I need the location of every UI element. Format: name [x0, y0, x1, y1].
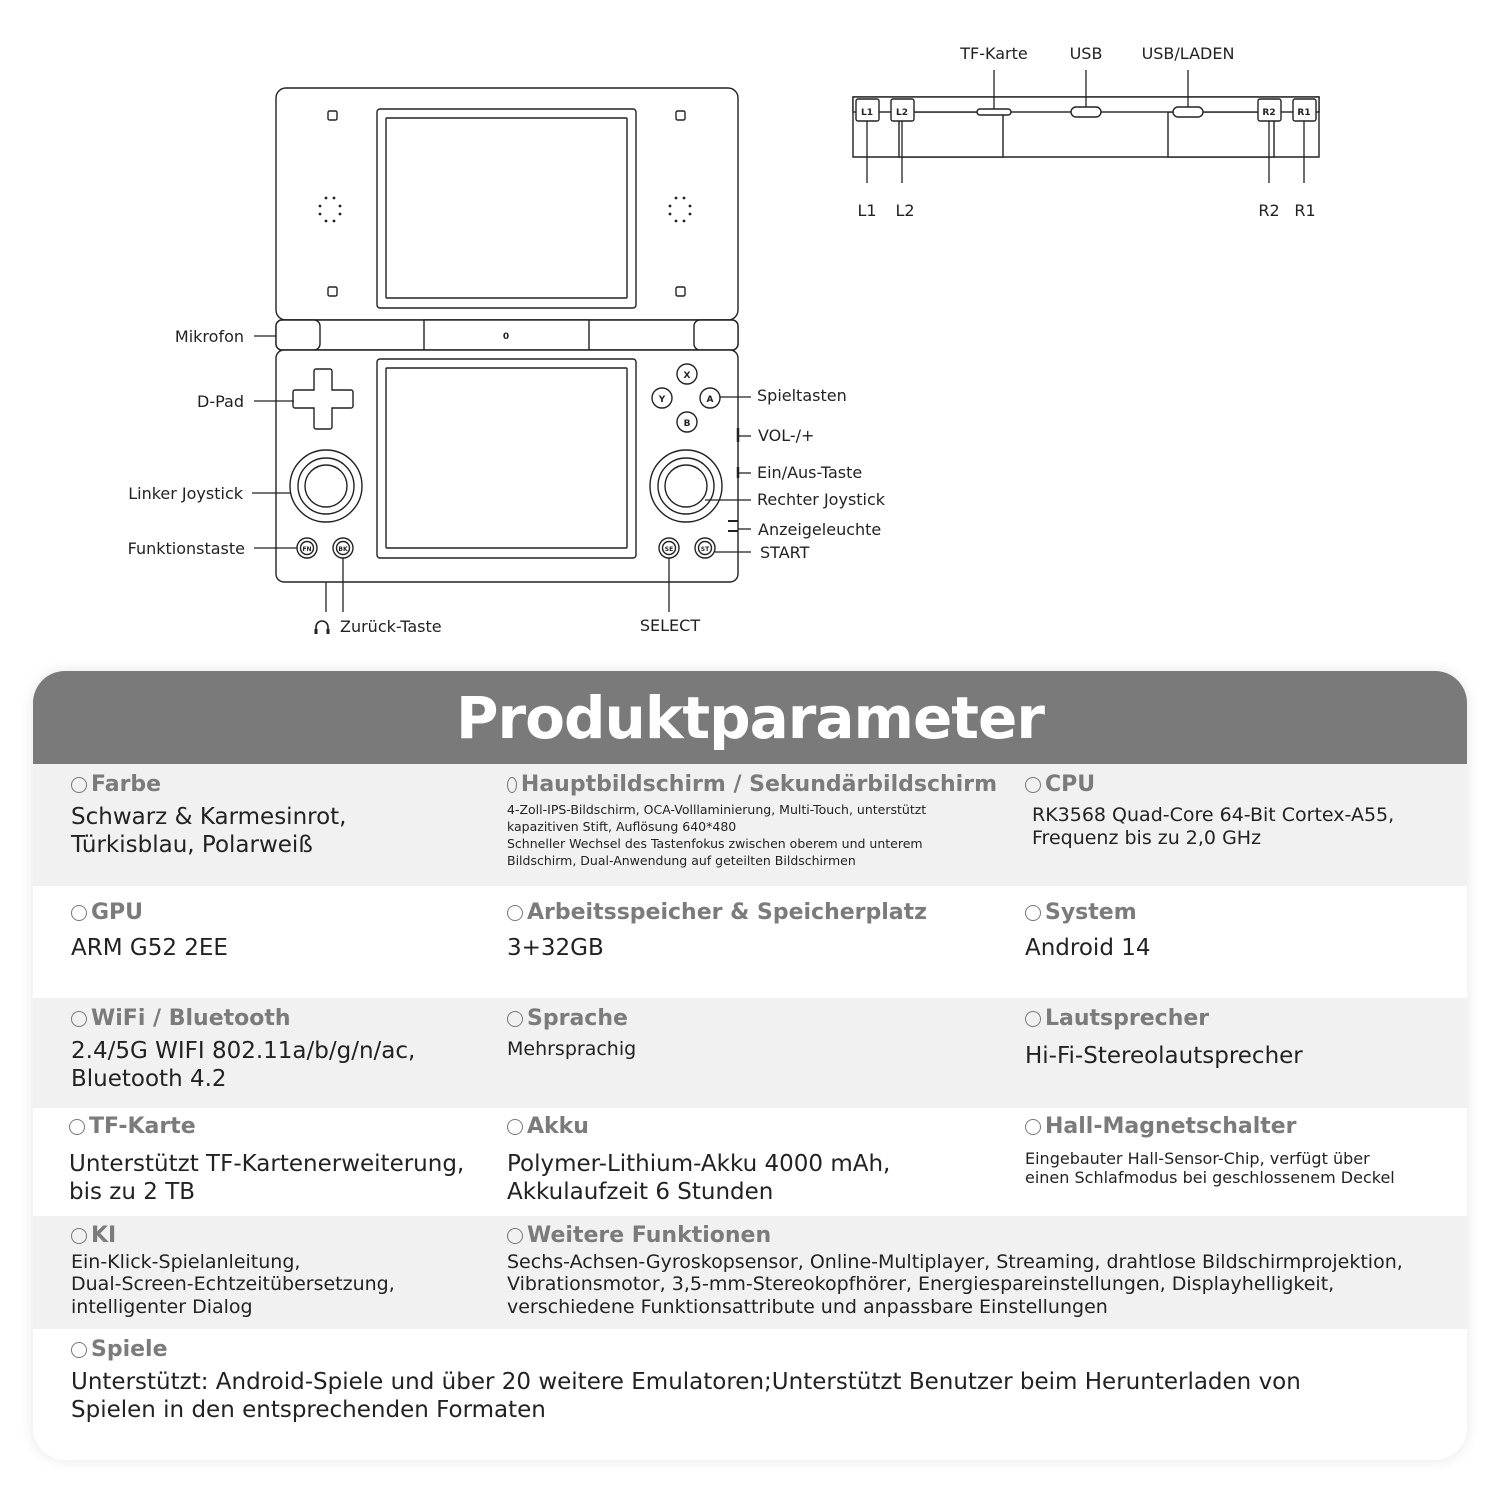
param-weitere-funktionen: Weitere Funktionen Sechs-Achsen-Gyroskopsensor, Online-Multiplayer, Streaming, drahtlose Bildschirmprojektion, Vibrationsmotor, 3,5-mm-Stereokopfhörer, Energiespareinstellungen, Displayhelligkeit, verschiedene Funktionsattribute und anpassbare Einstellungen: [507, 1223, 1403, 1318]
circle-icon: [507, 905, 523, 921]
button-b[interactable]: [677, 412, 697, 432]
circle-icon: [1025, 905, 1041, 921]
label-select: SELECT: [639, 616, 701, 635]
param-system: System Android 14: [1025, 900, 1151, 961]
circle-icon: [69, 1119, 85, 1135]
param-tf-karte: TF-Karte Unterstützt TF-Kartenerweiterung, bis zu 2 TB: [69, 1114, 465, 1205]
label-anzeigeleuchte: Anzeigeleuchte: [758, 520, 882, 539]
circle-icon: [1025, 777, 1041, 793]
product-parameters-card: [33, 671, 1467, 1460]
label-dpad: D-Pad: [197, 392, 244, 411]
param-wifi-bluetooth: WiFi / Bluetooth 2.4/5G WIFI 802.11a/b/g/n/ac, Bluetooth 4.2: [71, 1006, 416, 1092]
label-usb: USB: [1069, 44, 1103, 63]
svg-text:FN: FN: [302, 546, 312, 553]
param-akku: Akku Polymer-Lithium-Akku 4000 mAh, Akkulaufzeit 6 Stunden: [507, 1114, 891, 1205]
param-row: [33, 1216, 1467, 1329]
circle-icon: [507, 1011, 523, 1027]
label-r1: R1: [1294, 201, 1316, 220]
svg-text:R2: R2: [1262, 108, 1276, 118]
circle-icon: [1025, 1011, 1041, 1027]
tf-card-slot[interactable]: [977, 109, 1011, 115]
label-zurueck-taste: Zurück-Taste: [340, 617, 442, 636]
label-ein-aus-taste: Ein/Aus-Taste: [757, 463, 863, 482]
circle-icon: [507, 1228, 523, 1244]
param-row: [33, 998, 1467, 1108]
label-funktionstaste: Funktionstaste: [127, 539, 245, 558]
l2-button[interactable]: [891, 99, 914, 121]
params-title: Produktparameter: [33, 671, 1467, 764]
hinge-screw-tl: [328, 111, 337, 120]
param-row: [33, 764, 1467, 886]
label-spieltasten: Spieltasten: [757, 386, 847, 405]
hinge-screw-br: [676, 287, 685, 296]
upper-lid: [276, 88, 738, 320]
right-joystick[interactable]: [650, 450, 722, 522]
svg-text:0: 0: [502, 332, 510, 342]
circle-icon: [507, 777, 517, 793]
param-ki: KI Ein-Klick-Spielanleitung, Dual-Screen-Echtzeitübersetzung, intelligenter Dialog: [71, 1223, 395, 1318]
usb-port[interactable]: [1071, 107, 1101, 117]
circle-icon: [71, 1011, 87, 1027]
label-rechter-joystick: Rechter Joystick: [757, 490, 886, 509]
button-x[interactable]: [677, 364, 697, 384]
start-button[interactable]: [695, 538, 715, 558]
circle-icon: [1025, 1119, 1041, 1135]
circle-icon: [71, 1342, 87, 1358]
svg-text:ST: ST: [700, 546, 710, 553]
lower-body: [276, 350, 738, 582]
svg-text:A: A: [706, 395, 714, 405]
top-edge-view: [853, 70, 1319, 183]
label-l1: L1: [857, 201, 877, 220]
param-farbe: Farbe Schwarz & Karmesinrot, Türkisblau, Polarweiß: [71, 772, 347, 858]
param-lautsprecher: Lautsprecher Hi-Fi-Stereolautsprecher: [1025, 1006, 1303, 1069]
circle-icon: [507, 1119, 523, 1135]
usb-charge-port[interactable]: [1173, 107, 1203, 117]
back-button[interactable]: [333, 538, 353, 558]
svg-text:L1: L1: [861, 108, 873, 118]
r1-button[interactable]: [1293, 99, 1316, 121]
label-tf-karte: TF-Karte: [960, 44, 1028, 63]
button-y[interactable]: [652, 388, 672, 408]
circle-icon: [71, 905, 87, 921]
hinge: [276, 320, 738, 350]
label-mikrofon: Mikrofon: [174, 327, 244, 346]
circle-icon: [71, 777, 87, 793]
svg-text:Y: Y: [658, 395, 666, 405]
circle-icon: [71, 1228, 87, 1244]
svg-text:L2: L2: [896, 108, 908, 118]
svg-text:BK: BK: [338, 546, 348, 553]
param-spiele: Spiele Unterstützt: Android-Spiele und über 20 weitere Emulatoren;Unterstützt Benutzer beim Herunterladen von Spielen in den entsprechenden Formaten: [71, 1337, 1301, 1423]
headphone-icon: [315, 621, 330, 634]
label-l2: L2: [895, 201, 915, 220]
param-gpu: GPU ARM G52 2EE: [71, 900, 228, 961]
device-diagram: [0, 0, 1500, 660]
hinge-screw-bl: [328, 287, 337, 296]
param-row: [33, 886, 1467, 998]
label-linker-joystick: Linker Joystick: [128, 484, 243, 503]
l1-button[interactable]: [856, 99, 879, 121]
button-a[interactable]: [700, 388, 720, 408]
label-usb-laden: USB/LADEN: [1141, 44, 1235, 63]
param-bildschirm: Hauptbildschirm / Sekundärbildschirm 4-Zoll-IPS-Bildschirm, OCA-Volllaminierung, Multi-Touch, unterstützt kapazitiven Stift, Auflösung 640*480 Schneller Wechsel des Tastenfokus zwischen oberem und unterem Bildschirm, Dual-Anwendung auf geteilten Bildschirmen: [507, 772, 997, 868]
r2-button[interactable]: [1258, 99, 1281, 121]
svg-text:R1: R1: [1297, 108, 1311, 118]
select-button[interactable]: [659, 538, 679, 558]
param-row: [33, 1108, 1467, 1216]
left-joystick[interactable]: [290, 450, 362, 522]
svg-text:SE: SE: [664, 546, 674, 553]
param-cpu: CPU RK3568 Quad-Core 64-Bit Cortex-A55, Frequenz bis zu 2,0 GHz: [1025, 772, 1394, 850]
param-speicher: Arbeitsspeicher & Speicherplatz 3+32GB: [507, 900, 927, 961]
function-button[interactable]: [297, 538, 317, 558]
label-r2: R2: [1258, 201, 1280, 220]
param-row: [33, 1329, 1467, 1460]
svg-text:X: X: [683, 371, 691, 381]
hinge-screw-tr: [676, 111, 685, 120]
param-sprache: Sprache Mehrsprachig: [507, 1006, 637, 1060]
param-hall-magnetschalter: Hall-Magnetschalter Eingebauter Hall-Sensor-Chip, verfügt über einen Schlafmodus bei geschlossenem Deckel: [1025, 1114, 1395, 1188]
svg-text:B: B: [683, 419, 691, 429]
label-start: START: [760, 543, 810, 562]
label-vol: VOL-/+: [758, 426, 815, 445]
